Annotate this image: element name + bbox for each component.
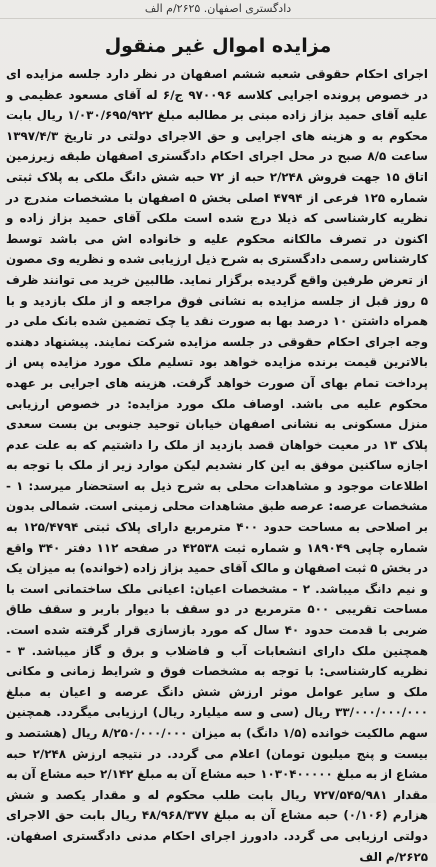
notice-title: مزایده اموال غیر منقول <box>104 35 332 57</box>
notice-body: اجرای احکام حقوقی شعبه ششم اصفهان در نظر دارد جلسه مزایده ای در خصوص پرونده اجرایی کلاسه ۹۷۰۰۹۶ ج/۶ له آقای مسعود عظیمی و علیه آقای حمید بزاز زاده مبنی بر مطالبه مبلغ ۱/۰۳۰/۶۹۵/۹۲۲ ریال بابت محکوم به و هزینه های اجرایی و حق الاجرای دولتی در تاریخ ۱۳۹۷/۴/۳ ساعت ۸/۵ صبح در محل اجرای احکام دادگستری اصفهان طبقه زیرزمین اتاق ۱۵ جهت فروش ۲/۲۴۸ حبه از ۷۲ حبه شش دانگ ملکی به پلاک ثبتی شماره ۱۲۵ فرعی از ۴۷۹۴ اصلی بخش ۵ اصفهان با مشخصات مندرج در نظریه کارشناسی که ذیلا درج شده است ملکی آقای حمید بزاز زاده و اکنون در تصرف مالکانه محکوم علیه و خانواده اش می باشد توسط کارشناس رسمی دادگستری به شرح ذیل ارزیابی شده و نظریه وی مصون از تعرض طرفین واقع گردیده برگزار نماید. طالبین خرید می توانند ظرف ۵ روز قبل از جلسه مزایده به نشانی فوق مراجعه و از ملک بازدید و با همراه داشتن ۱۰ درصد بها به صورت نقد یا چک تضمین شده بانک ملی در وجه اجرای احکام حقوقی در جلسه مزایده شرکت نمایند. پیشنهاد دهنده بالاترین قیمت برنده مزایده خواهد بود تسلیم ملک مورد مزایده پس از پرداخت تمام بهای آن صورت خواهد گرفت. هزینه های اجرایی بر عهده محکوم علیه می باشد. اوصاف ملک مورد مزایده: در خصوص ارزیابی منزل مسکونی به نشانی اصفهان خیابان توحید جنوبی بن بست سعدی پلاک ۱۳ در معیت خواهان قصد بازدید از ملک را داشتیم که به علت عدم اجازه ساکنین موفق به این کار نشدیم لیکن موارد زیر از ملک با توجه به اطلاعات موجود و مشاهدات محلی به شرح ذیل به استحضار میرسد: ۱ - مشخصات عرصه: عرصه طبق مشاهدات محلی زمینی است. شمالی بدون بر اصلاحی به مساحت حدود ۴۰۰ مترمربع دارای پلاک ثبتی ۱۲۵/۴۷۹۴ به شماره چاپی ۱۸۹۰۴۹ و شماره ثبت ۴۲۵۳۸ در صفحه ۱۱۲ دفتر ۳۴۰ واقع در بخش ۵ ثبت اصفهان و مالک آقای حمید بزاز زاده (خوانده) به میزان یک و نیم دانگ میباشد. ۲ - مشخصات اعیان: اعیانی ملک ساختمانی است با مساحت تقریبی ۵۰۰ مترمربع در دو سقف با دیوار باربر و سقف طاق ضربی با قدمت حدود ۴۰ سال که مورد بازسازی قرار گرفته شده است. همچنین ملک دارای انشعابات آب و فاضلاب و برق و گاز میباشد. ۳ - نظریه کارشناسی: با توجه به مشخصات فوق و شرایط زمانی و مکانی ملک و سایر عوامل موثر ارزش شش دانگ عرصه و اعیان به مبلغ ۳۳/۰۰۰/۰۰۰/۰۰۰ ریال (سی و سه میلیارد ریال) ارزیابی میگردد. همچنین سهم مالکیت خوانده (۱/۵ دانگ) به میزان ۸/۲۵۰/۰۰۰/۰۰۰ ریال (هشتصد و بیست و پنج میلیون تومان) اعلام می گردد. در نتیجه ارزش ۲/۲۴۸ حبه مشاع از به مبلغ ۱۰۳۰۴۰۰۰۰۰ حبه مشاع آن به مبلغ ۲/۱۴۲ حبه مشاع آن به مقدار ۷۲۷/۵۴۵/۹۸۱ ریال بابت طلب محکوم له و مقدار یکصد و شش هزارم (۰/۱۰۶) حبه مشاع آن به مبلغ ۴۸/۹۶۸/۳۷۷ ریال بابت حق الاجرای دولتی ارزیابی می گردد. دادورز اجرای احکام مدنی دادگستری اصفهان. ۲۶۲۵/م الف <box>6 67 429 864</box>
cut-off-header-line: دادگستری اصفهان. ۲۶۲۵/م الف <box>0 0 436 19</box>
